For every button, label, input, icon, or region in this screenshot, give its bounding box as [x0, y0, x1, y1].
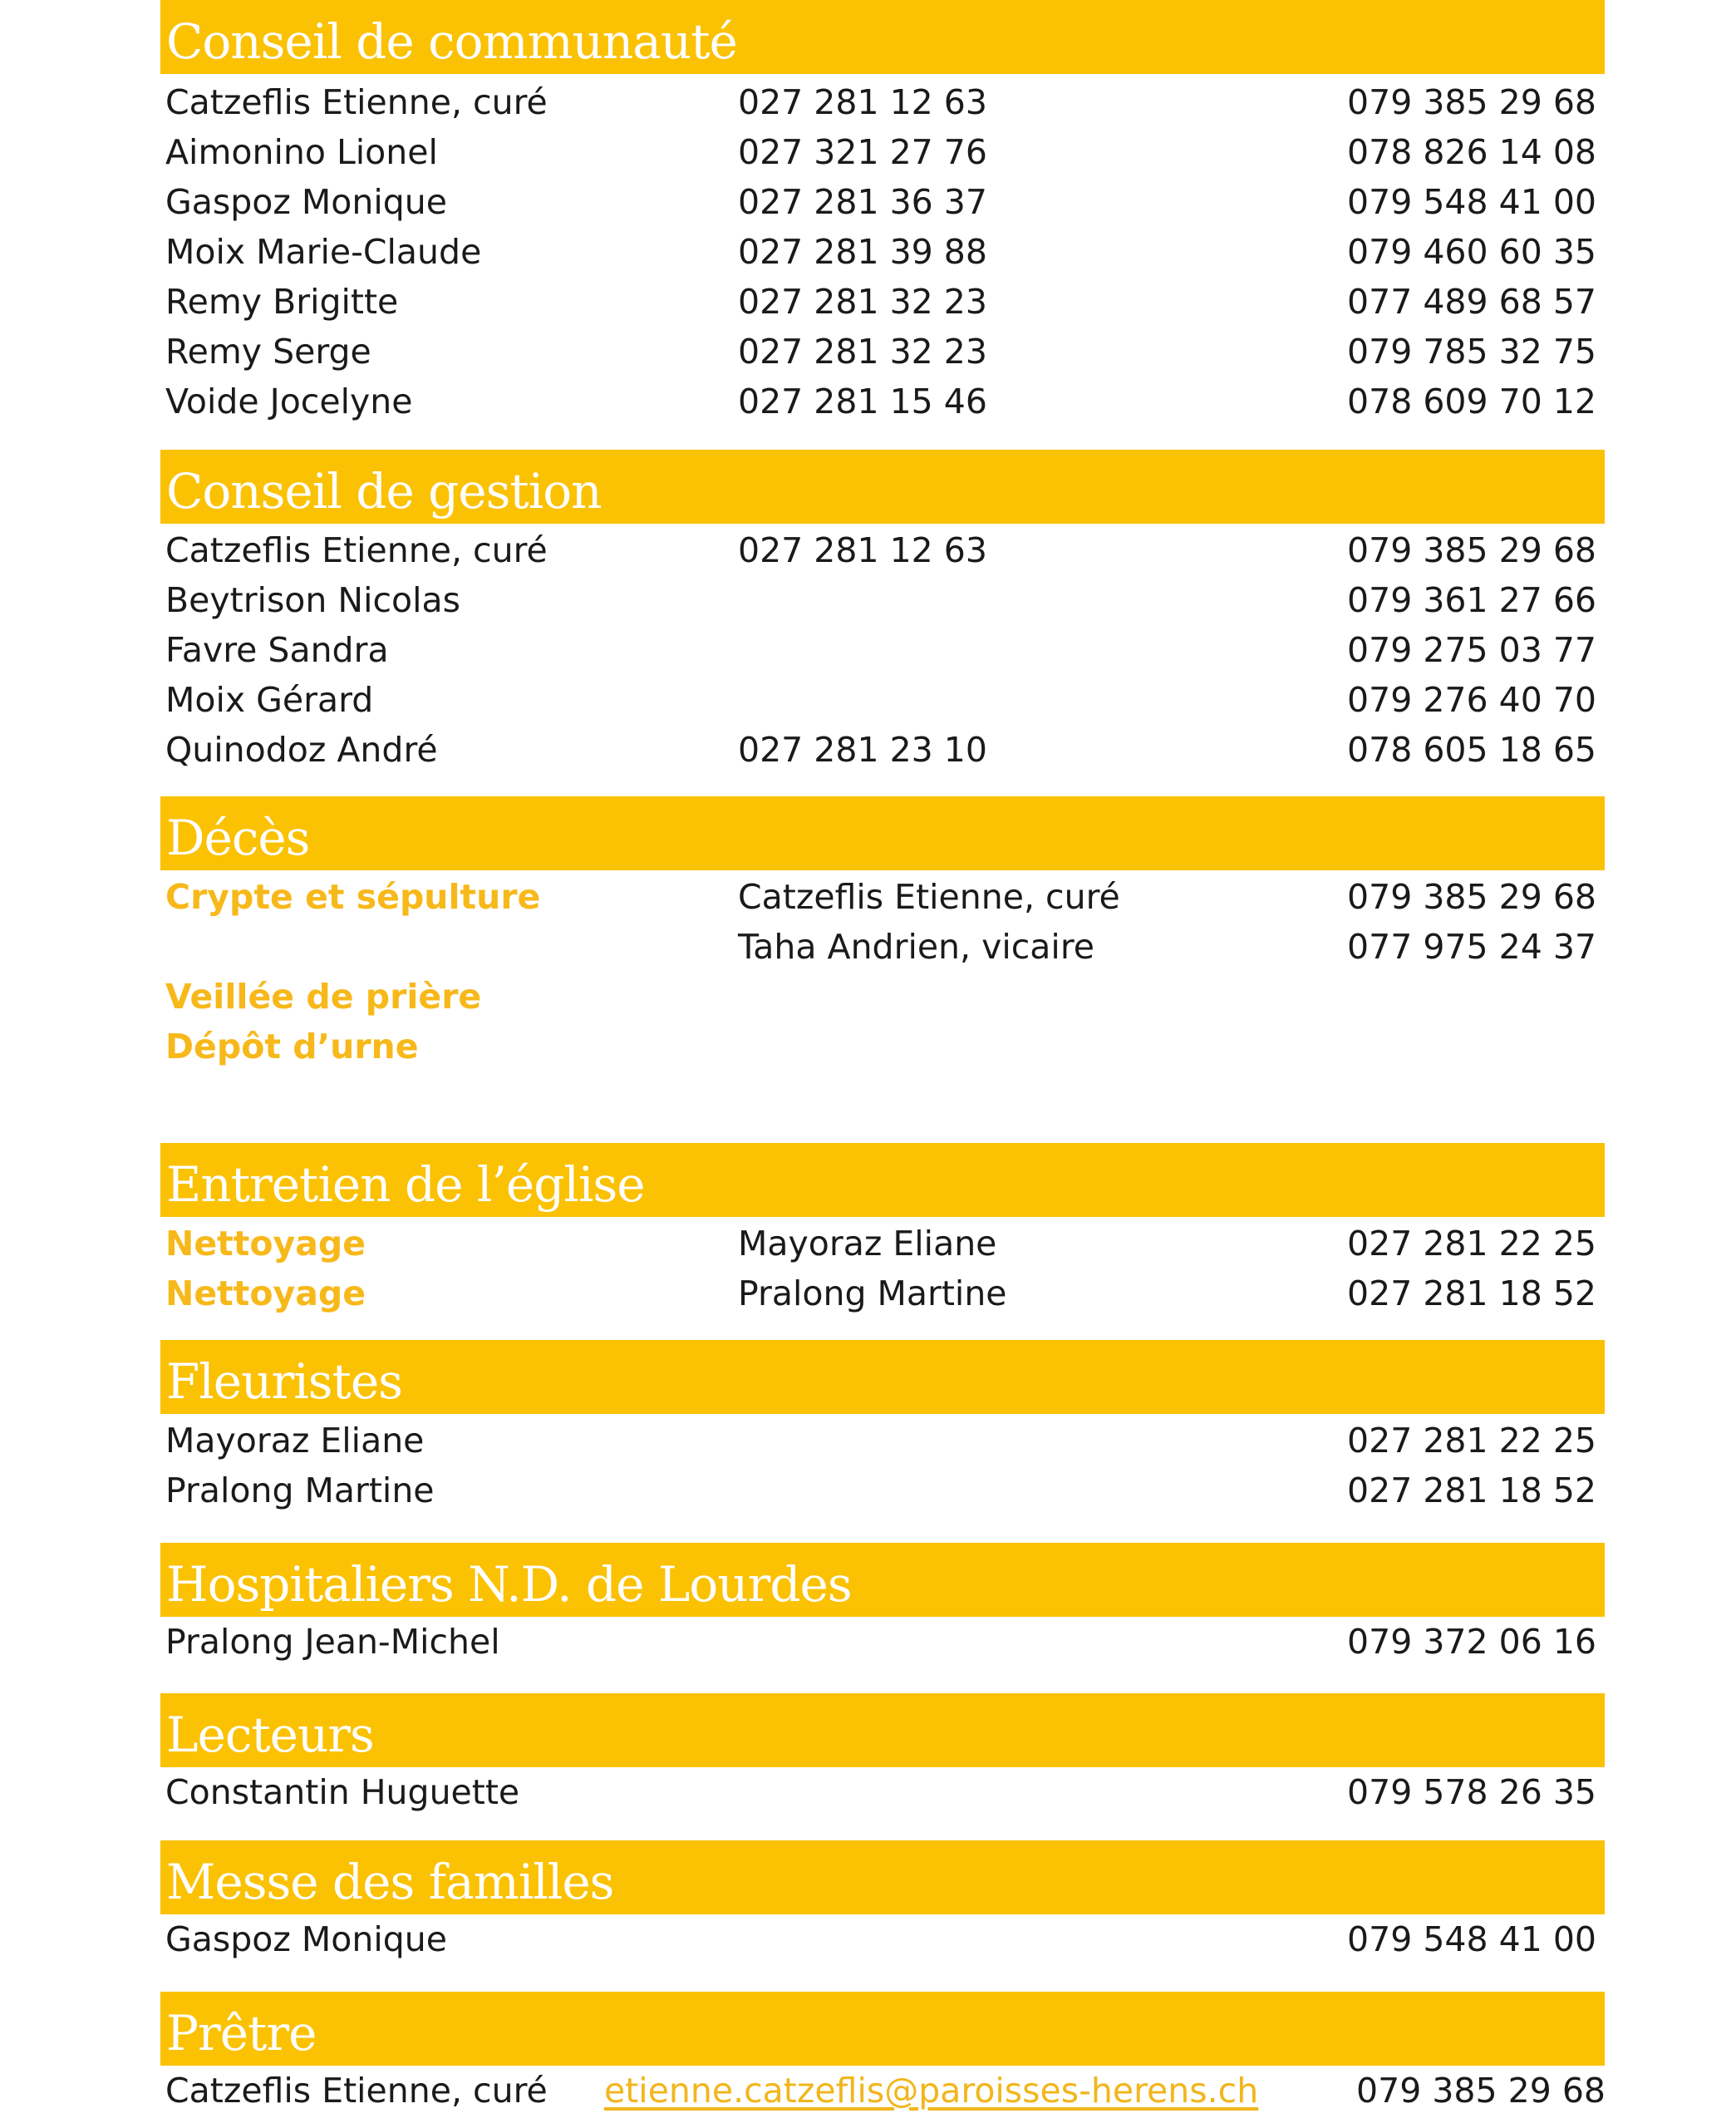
phone-mobile: 079 385 29 68 — [1347, 530, 1596, 570]
contact-name: Pralong Jean-Michel — [165, 1622, 500, 1662]
contact-row — [0, 127, 1736, 177]
contact-row — [0, 1465, 1736, 1515]
phone-mobile: 079 361 27 66 — [1347, 580, 1596, 620]
service-row — [0, 1022, 1736, 1071]
contact-name: Catzeflis Etienne, curé — [165, 530, 548, 570]
contact-row — [0, 872, 1736, 922]
contact-row — [0, 1219, 1736, 1268]
phone-fixed: 027 281 22 25 — [1347, 1421, 1596, 1461]
contact-name: Quinodoz André — [165, 730, 438, 770]
contact-name: Gaspoz Monique — [165, 182, 447, 222]
section-header-conseil-gestion — [160, 450, 1605, 524]
section-title: Lecteurs — [166, 1707, 374, 1763]
phone-fixed: 027 281 18 52 — [1347, 1470, 1596, 1510]
contact-name: Voide Jocelyne — [165, 382, 413, 421]
section-title: Messe des familles — [166, 1854, 614, 1910]
phone-fixed: 027 281 32 23 — [738, 282, 987, 322]
section-title: Entretien de l’église — [166, 1156, 645, 1213]
phone-fixed: 027 281 39 88 — [738, 232, 987, 272]
contact-name: Remy Brigitte — [165, 282, 399, 322]
phone-mobile: 078 605 18 65 — [1347, 730, 1596, 770]
phone-mobile: 079 372 06 16 — [1347, 1622, 1596, 1662]
phone-mobile: 079 460 60 35 — [1347, 232, 1596, 272]
section-title: Conseil de communauté — [166, 13, 737, 70]
phone-fixed: 027 281 22 25 — [1347, 1224, 1596, 1264]
phone-mobile: 079 548 41 00 — [1347, 1919, 1596, 1959]
contact-name: Pralong Martine — [738, 1273, 1007, 1313]
contact-row — [0, 1268, 1736, 1318]
contact-row — [0, 1416, 1736, 1465]
contact-row — [0, 1767, 1736, 1817]
section-title: Conseil de gestion — [166, 463, 602, 520]
section-title: Fleuristes — [166, 1353, 402, 1410]
contact-row — [0, 327, 1736, 377]
section-header-conseil-communaute — [160, 0, 1605, 74]
phone-fixed: 027 281 15 46 — [738, 382, 987, 421]
phone-fixed: 027 321 27 76 — [738, 132, 987, 172]
section-title: Décès — [166, 810, 310, 866]
phone-mobile: 079 578 26 35 — [1347, 1772, 1596, 1812]
contact-name: Favre Sandra — [165, 630, 389, 670]
phone-mobile: 078 609 70 12 — [1347, 382, 1596, 421]
service-label: Nettoyage — [165, 1273, 366, 1313]
section-header-lecteurs — [160, 1693, 1605, 1767]
phone-mobile: 078 826 14 08 — [1347, 132, 1596, 172]
contact-row — [0, 725, 1736, 775]
service-row — [0, 972, 1736, 1022]
email-link[interactable]: etienne.catzeflis@paroisses-herens.ch — [604, 2071, 1259, 2111]
phone-mobile: 079 785 32 75 — [1347, 332, 1596, 372]
section-header-messe-familles — [160, 1840, 1605, 1914]
contact-row — [0, 77, 1736, 127]
phone-fixed: 027 281 36 37 — [738, 182, 987, 222]
phone-mobile: 079 385 29 68 — [1356, 2071, 1606, 2111]
phone-mobile: 079 548 41 00 — [1347, 182, 1596, 222]
contact-name: Gaspoz Monique — [165, 1919, 447, 1959]
section-header-pretre — [160, 1992, 1605, 2066]
contact-name: Mayoraz Eliane — [165, 1421, 425, 1461]
contact-row — [0, 625, 1736, 675]
contact-name: Taha Andrien, vicaire — [738, 927, 1094, 967]
contact-row — [0, 177, 1736, 227]
contact-row — [0, 377, 1736, 426]
contact-row — [0, 922, 1736, 972]
phone-mobile: 079 275 03 77 — [1347, 630, 1596, 670]
contact-row — [0, 1617, 1736, 1667]
contact-row — [0, 227, 1736, 277]
service-label: Dépôt d’urne — [165, 1027, 419, 1066]
phone-fixed: 027 281 23 10 — [738, 730, 987, 770]
contact-row — [0, 675, 1736, 725]
service-label: Crypte et sépulture — [165, 877, 541, 917]
contact-name: Moix Marie-Claude — [165, 232, 482, 272]
section-header-fleuristes — [160, 1340, 1605, 1414]
contact-name: Catzeflis Etienne, curé — [165, 2071, 548, 2111]
phone-mobile: 079 385 29 68 — [1347, 877, 1596, 917]
phone-mobile: 079 276 40 70 — [1347, 680, 1596, 720]
contact-row — [0, 1914, 1736, 1964]
contact-name: Aimonino Lionel — [165, 132, 438, 172]
contact-name: Beytrison Nicolas — [165, 580, 460, 620]
contact-row — [0, 277, 1736, 327]
contact-name: Catzeflis Etienne, curé — [738, 877, 1120, 917]
phone-mobile: 079 385 29 68 — [1347, 82, 1596, 122]
service-label: Veillée de prière — [165, 977, 482, 1017]
section-header-entretien — [160, 1143, 1605, 1217]
contact-name: Moix Gérard — [165, 680, 374, 720]
phone-fixed: 027 281 32 23 — [738, 332, 987, 372]
contact-row — [0, 2066, 1736, 2116]
section-header-deces — [160, 796, 1605, 870]
contact-name: Remy Serge — [165, 332, 371, 372]
contact-name: Constantin Huguette — [165, 1772, 520, 1812]
contact-name: Catzeflis Etienne, curé — [165, 82, 548, 122]
contact-name: Mayoraz Eliane — [738, 1224, 997, 1264]
contact-name: Pralong Martine — [165, 1470, 435, 1510]
phone-fixed: 027 281 12 63 — [738, 82, 987, 122]
phone-fixed: 027 281 18 52 — [1347, 1273, 1596, 1313]
phone-mobile: 077 975 24 37 — [1347, 927, 1596, 967]
service-label: Nettoyage — [165, 1224, 366, 1264]
phone-fixed: 027 281 12 63 — [738, 530, 987, 570]
contact-row — [0, 525, 1736, 575]
contact-row — [0, 575, 1736, 625]
phone-mobile: 077 489 68 57 — [1347, 282, 1596, 322]
section-title: Hospitaliers N.D. de Lourdes — [166, 1556, 852, 1613]
section-title: Prêtre — [166, 2005, 317, 2062]
section-header-hospitaliers — [160, 1543, 1605, 1617]
